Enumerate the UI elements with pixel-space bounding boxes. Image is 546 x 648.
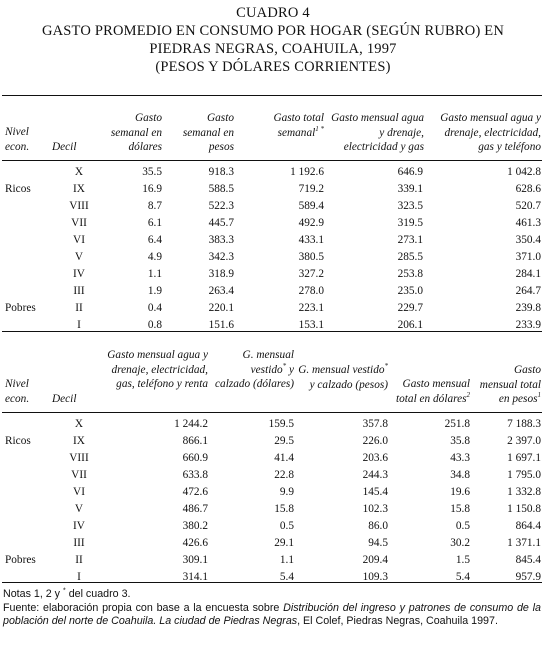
row-value-c4: 273.1 (397, 234, 423, 246)
row-value-c1: 426.6 (182, 537, 208, 549)
row-value-c3: 145.4 (362, 486, 388, 498)
row-value-c1: 309.1 (182, 554, 208, 566)
row-value-c3: 244.3 (362, 469, 388, 481)
row-value-c1: 633.8 (182, 469, 208, 481)
row-value-c5: 371.0 (515, 251, 541, 263)
row-value-c3: 203.6 (362, 452, 388, 464)
row-value-c1: 314.1 (182, 571, 208, 583)
notes-source: Fuente: elaboración propia con base a la encuesta sobre Distribución del ingreso y patrones de consumo de la población del norte de Coahuila. La ciudad de Piedras Negras, El Colef, Piedras Negras, Coahuila 1997. (3, 602, 541, 628)
row-value-c2: 22.8 (274, 469, 294, 481)
row-value-c1: 660.9 (182, 452, 208, 464)
notes-reference: Notas 1, 2 y * del cuadro 3. (3, 587, 131, 600)
row-value-c4: 206.1 (397, 319, 423, 331)
row-decil: V (74, 251, 84, 263)
row-value-c5: 1 795.0 (507, 469, 541, 481)
row-nivel: Ricos (5, 183, 31, 195)
row-value-c4: 0.5 (455, 520, 470, 532)
row-value-c1: 486.7 (182, 503, 208, 515)
row-value-c2: 29.5 (274, 435, 294, 447)
table2-header-nivel: Nivel econ. (5, 378, 30, 405)
row-value-c4: 5.4 (455, 571, 470, 583)
row-value-c4: 34.8 (450, 469, 470, 481)
table1-header-rule (2, 160, 542, 161)
table2-header-total-dolares: Gasto mensual total en dólares$^2$ (396, 378, 470, 405)
row-value-c1: 1.1 (147, 268, 162, 280)
table1-header-decil: Decil (52, 141, 77, 153)
row-decil: III (73, 285, 85, 297)
table-title-number: CUADRO 4 (236, 5, 310, 21)
row-value-c5: 1 697.1 (507, 452, 541, 464)
row-value-c3: 102.3 (362, 503, 388, 515)
row-value-c2: 29.1 (274, 537, 294, 549)
row-value-c2: 263.4 (208, 285, 234, 297)
row-value-c1: 0.8 (147, 319, 162, 331)
row-value-c2: 220.1 (208, 302, 234, 314)
row-decil: V (74, 503, 84, 515)
table-title-units: (PESOS Y DÓLARES CORRIENTES) (155, 59, 391, 75)
row-value-c2: 445.7 (208, 217, 234, 229)
row-decil: I (77, 571, 81, 583)
row-value-c1: 16.9 (142, 183, 162, 195)
row-value-c3: 153.1 (298, 319, 324, 331)
row-decil: IX (73, 183, 85, 195)
row-value-c1: 6.1 (147, 217, 162, 229)
row-value-c5: 628.6 (515, 183, 541, 195)
row-value-c5: 284.1 (515, 268, 541, 280)
row-value-c5: 864.4 (515, 520, 541, 532)
table2-header-agua-renta: Gasto mensual agua y drenaje, electricidad, gas, teléfono y renta (107, 349, 208, 390)
row-value-c1: 4.9 (147, 251, 162, 263)
row-value-c3: 719.2 (298, 183, 324, 195)
table1-header-semanal-total: Gasto total semanal$^{1 *}$ (273, 112, 324, 139)
row-decil: IX (73, 435, 85, 447)
row-value-c3: 380.5 (298, 251, 324, 263)
row-value-c5: 1 150.8 (507, 503, 541, 515)
row-value-c1: 472.6 (182, 486, 208, 498)
row-value-c1: 1.9 (147, 285, 162, 297)
row-decil: III (73, 537, 85, 549)
table2-header-decil: Decil (52, 393, 77, 405)
table1-top-rule (2, 95, 542, 96)
row-value-c4: 1.5 (455, 554, 470, 566)
table1-bottom-rule (2, 331, 542, 332)
row-value-c2: 383.3 (208, 234, 234, 246)
row-value-c1: 35.5 (142, 166, 162, 178)
row-value-c3: 86.0 (368, 520, 388, 532)
row-value-c4: 19.6 (450, 486, 470, 498)
row-decil: I (77, 319, 81, 331)
row-value-c5: 845.4 (515, 554, 541, 566)
row-value-c3: 226.0 (362, 435, 388, 447)
row-value-c1: 1 244.2 (174, 418, 208, 430)
row-value-c4: 43.3 (450, 452, 470, 464)
row-value-c4: 235.0 (397, 285, 423, 297)
row-value-c1: 380.2 (182, 520, 208, 532)
row-value-c5: 461.3 (515, 217, 541, 229)
table-title: GASTO PROMEDIO EN CONSUMO POR HOGAR (SEGÚN RUBRO) EN (41, 23, 505, 39)
row-nivel: Pobres (5, 554, 36, 566)
row-value-c3: 357.8 (362, 418, 388, 430)
row-value-c2: 342.3 (208, 251, 234, 263)
row-decil: VIII (69, 452, 89, 464)
row-value-c2: 0.5 (279, 520, 294, 532)
row-value-c4: 15.8 (450, 503, 470, 515)
table2-bottom-rule (2, 582, 542, 583)
row-decil: VI (73, 234, 85, 246)
row-value-c2: 1.1 (279, 554, 294, 566)
row-decil: IV (73, 520, 85, 532)
row-decil: X (74, 166, 84, 178)
row-value-c1: 866.1 (182, 435, 208, 447)
row-value-c5: 1 371.1 (507, 537, 541, 549)
row-value-c2: 522.3 (208, 200, 234, 212)
table1-header-mensual-agua-tel: Gasto mensual agua y drenaje, electricidad, gas y teléfono (440, 112, 541, 153)
row-value-c5: 957.9 (515, 571, 541, 583)
row-value-c3: 209.4 (362, 554, 388, 566)
row-value-c4: 323.5 (397, 200, 423, 212)
row-value-c2: 588.5 (208, 183, 234, 195)
row-nivel: Pobres (5, 302, 36, 314)
row-value-c2: 151.6 (208, 319, 234, 331)
table2-header-rule (2, 412, 542, 413)
table1-header-mensual-agua: Gasto mensual agua y drenaje, electricidad y gas (331, 112, 424, 153)
row-value-c1: 8.7 (147, 200, 162, 212)
row-value-c5: 1 042.8 (507, 166, 541, 178)
row-decil: VI (73, 486, 85, 498)
row-value-c1: 6.4 (147, 234, 162, 246)
row-value-c2: 918.3 (208, 166, 234, 178)
row-value-c2: 41.4 (274, 452, 294, 464)
row-value-c4: 646.9 (397, 166, 423, 178)
row-value-c5: 1 332.8 (507, 486, 541, 498)
row-value-c3: 433.1 (298, 234, 324, 246)
row-value-c5: 520.7 (515, 200, 541, 212)
row-value-c4: 30.2 (450, 537, 470, 549)
row-value-c5: 7 188.3 (507, 418, 541, 430)
row-value-c2: 15.8 (274, 503, 294, 515)
table2-header-total-pesos: Gasto mensual total en pesos$^1$ (479, 364, 541, 405)
row-value-c5: 233.9 (515, 319, 541, 331)
row-value-c3: 278.0 (298, 285, 324, 297)
row-decil: II (75, 302, 83, 314)
row-value-c3: 492.9 (298, 217, 324, 229)
row-value-c3: 589.4 (298, 200, 324, 212)
row-value-c2: 318.9 (208, 268, 234, 280)
row-value-c4: 229.7 (397, 302, 423, 314)
row-value-c5: 264.7 (515, 285, 541, 297)
table1-header-nivel: Nivel econ. (5, 126, 30, 153)
row-value-c4: 319.5 (397, 217, 423, 229)
row-decil: VIII (69, 200, 89, 212)
row-value-c2: 159.5 (268, 418, 294, 430)
row-decil: IV (73, 268, 85, 280)
row-decil: II (75, 554, 83, 566)
row-value-c5: 2 397.0 (507, 435, 541, 447)
row-value-c3: 223.1 (298, 302, 324, 314)
table2-header-vestido-dolares: G. mensual vestido* y calzado (dólares) (215, 349, 294, 390)
row-value-c5: 350.4 (515, 234, 541, 246)
row-value-c3: 1 192.6 (290, 166, 324, 178)
row-decil: VII (71, 217, 87, 229)
table2-header-vestido-pesos: G. mensual vestido* y calzado (pesos) (298, 362, 388, 391)
row-value-c4: 251.8 (444, 418, 470, 430)
row-value-c3: 94.5 (368, 537, 388, 549)
row-decil: X (74, 418, 84, 430)
row-nivel: Ricos (5, 435, 31, 447)
row-value-c3: 109.3 (362, 571, 388, 583)
row-decil: VII (71, 469, 87, 481)
row-value-c4: 339.1 (397, 183, 423, 195)
row-value-c1: 0.4 (147, 302, 162, 314)
row-value-c5: 239.8 (515, 302, 541, 314)
row-value-c3: 327.2 (298, 268, 324, 280)
table1-header-semanal-pesos: Gasto semanal en pesos (182, 112, 234, 153)
table-title-location: PIEDRAS NEGRAS, COAHUILA, 1997 (149, 41, 397, 57)
table1-header-semanal-dolares: Gasto semanal en dólares (110, 112, 162, 153)
row-value-c2: 5.4 (279, 571, 294, 583)
row-value-c4: 35.8 (450, 435, 470, 447)
row-value-c4: 253.8 (397, 268, 423, 280)
row-value-c2: 9.9 (279, 486, 294, 498)
row-value-c4: 285.5 (397, 251, 423, 263)
